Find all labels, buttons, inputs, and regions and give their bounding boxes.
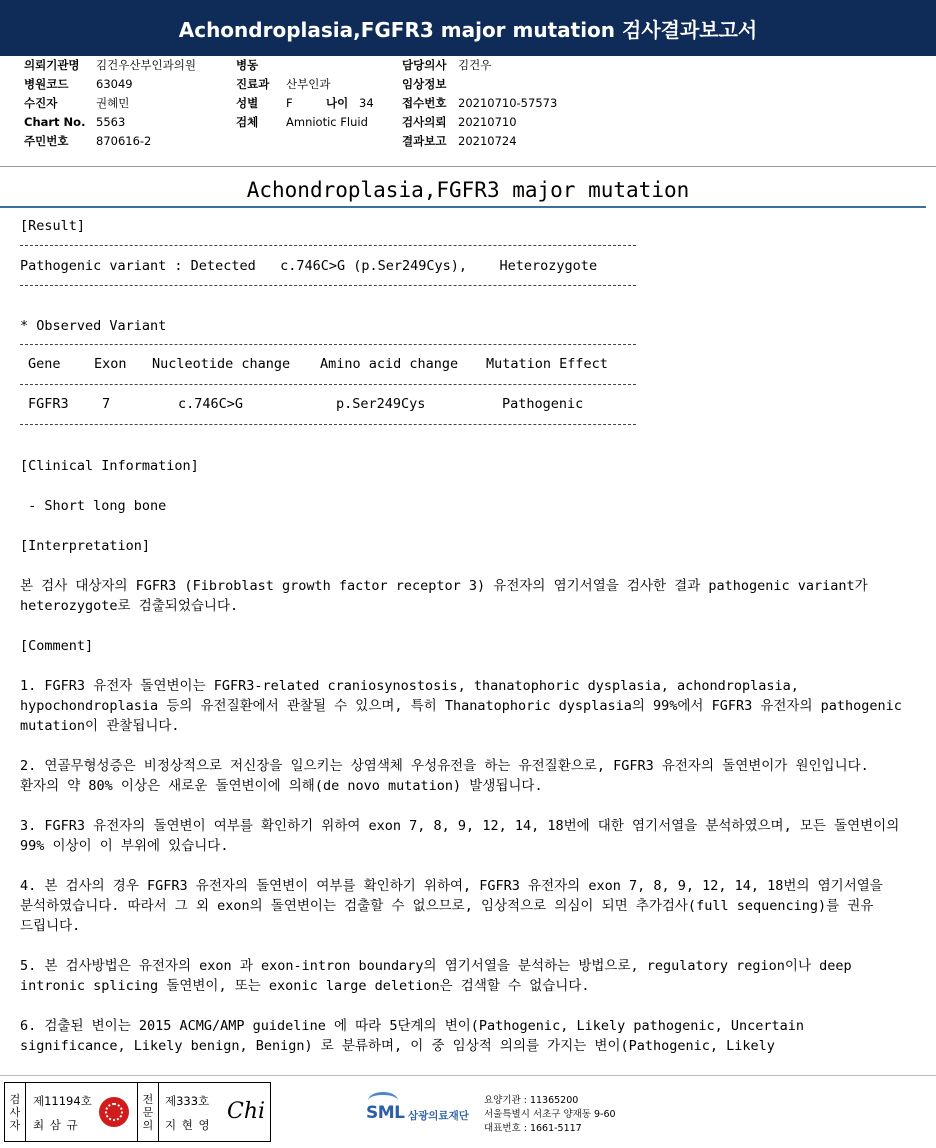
specialist-license: 제333호 <box>165 1094 210 1108</box>
info-row <box>402 132 517 150</box>
result-header: [Result] <box>20 218 86 234</box>
info-row <box>402 75 458 93</box>
institution-address: 서울특별시 서초구 양재동 9-60 <box>484 1109 616 1120</box>
info-row <box>24 113 125 131</box>
comment-item: 1. FGFR3 유전자 돌연변이는 FGFR3-related craniosynostosis, thanatophoric dysplasia, achondroplasia, hypochondroplasia 등의 유전질환에서 관찰될 수 있으며, 특히 Thanatophoric dysplasia의 99%에서 FGFR3 유전자의 pathogenic mutation이 관찰됩니다. <box>20 678 902 734</box>
examiner-license: 제11194호 <box>33 1094 92 1108</box>
clinical-header: [Clinical Information] <box>20 458 199 474</box>
info-row <box>402 113 517 131</box>
table-cell: FGFR3 <box>28 396 69 412</box>
comment-item: 4. 본 검사의 경우 FGFR3 유전자의 돌연변이 여부를 확인하기 위하여, FGFR3 유전자의 exon 7, 8, 9, 12, 14, 18번의 염기서열을 분석하였습니다. 따라서 그 외 exon의 돌연변이는 검출할 수 없으므로, 임상적으로 의심이 되면 추가검사(full sequencing)를 권유 드립니다. <box>20 878 883 934</box>
info-row <box>236 113 368 131</box>
info-row <box>24 75 133 93</box>
examiner-role: 검사자 <box>5 1083 26 1141</box>
table-header-cell: Amino acid change <box>320 356 459 372</box>
info-value: 34 <box>359 96 374 110</box>
info-value: F <box>286 96 293 110</box>
table-header-cell: Exon <box>94 356 127 372</box>
info-row <box>24 94 129 112</box>
divider <box>0 166 936 167</box>
patient-info-panel <box>0 56 936 164</box>
signature-box <box>4 1082 271 1142</box>
info-row <box>236 75 330 93</box>
result-line: Pathogenic variant : Detected c.746C>G (p.Ser249Cys), Heterozygote <box>20 258 598 274</box>
info-value: 20210710-57573 <box>458 96 558 110</box>
specialist-role: 전문의 <box>137 1083 159 1141</box>
table-header-cell: Gene <box>28 356 61 372</box>
dashed-rule <box>20 344 636 345</box>
info-value: 870616-2 <box>96 134 152 148</box>
report-title-bar <box>0 0 936 56</box>
info-label: Chart No. <box>24 115 86 129</box>
dashed-rule <box>20 285 636 286</box>
info-value: 5563 <box>96 115 126 129</box>
report-title: Achondroplasia,FGFR3 major mutation 검사결과보고서 <box>178 17 758 42</box>
comment-item: 3. FGFR3 유전자의 돌연변이 여부를 확인하기 위하여 exon 7, 8, 9, 12, 14, 18번에 대한 염기서열을 분석하였으며, 모든 돌연변이의 99% 이상이 이 부위에 있습니다. <box>20 818 900 854</box>
document-title: Achondroplasia,FGFR3 major mutation <box>246 178 690 202</box>
info-label: 검체 <box>236 115 259 129</box>
examiner-name: 최 삼 규 <box>33 1118 79 1132</box>
info-label: 담당의사 <box>402 58 447 72</box>
info-label: 임상정보 <box>402 77 447 91</box>
info-row <box>402 56 491 74</box>
comment-item: 6. 검출된 변이는 2015 ACMG/AMP guideline 에 따라 5단계의 변이(Pathogenic, Likely pathogenic, Uncertain significance, Likely benign, Benign) 로 분류하며, 이 중 임상적 의의를 가지는 변이(Pathogenic, Likely <box>20 1018 805 1054</box>
comment-item: 5. 본 검사방법은 유전자의 exon 과 exon-intron boundary의 염기서열을 분석하는 방법으로, regulatory region이나 deep intronic splicing 돌연변이, 또는 exonic large deletion은 검색할 수 없습니다. <box>20 958 852 994</box>
organization-name: 삼광의료재단 <box>408 1110 469 1122</box>
seal-stamp <box>99 1097 129 1127</box>
institution-code: 요양기관 : 11365200 <box>484 1095 579 1106</box>
info-label: 결과보고 <box>402 134 447 148</box>
title-rule <box>0 206 926 208</box>
dashed-rule <box>20 245 636 246</box>
table-cell: Pathogenic <box>502 396 584 412</box>
clinical-text: - Short long bone <box>20 498 167 514</box>
comment-item: 2. 연골무형성증은 비정상적으로 저신장을 일으키는 상염색체 우성유전을 하는 유전질환으로, FGFR3 유전자의 돌연변이가 원인입니다. 환자의 약 80% 이상은 새로운 돌연변이에 의해(de novo mutation) 발생됩니다. <box>20 758 869 794</box>
comment-header: [Comment] <box>20 638 94 654</box>
info-value: 20210710 <box>458 115 517 129</box>
info-value: Amniotic Fluid <box>286 115 368 129</box>
table-cell: p.Ser249Cys <box>336 396 426 412</box>
info-label: 성별 <box>236 96 259 110</box>
info-row <box>24 132 151 150</box>
info-label: 나이 <box>326 96 349 110</box>
table-header-cell: Nucleotide change <box>152 356 291 372</box>
info-value: 김건우 <box>458 58 492 72</box>
info-value: 20210724 <box>458 134 517 148</box>
info-label: 접수번호 <box>402 96 447 110</box>
info-label: 수진자 <box>24 96 58 110</box>
report-footer <box>0 1075 936 1148</box>
institution-phone: 대표번호 : 1661-5117 <box>484 1123 582 1134</box>
info-row <box>24 56 196 74</box>
info-value: 63049 <box>96 77 133 91</box>
info-label: 주민번호 <box>24 134 69 148</box>
table-header-cell: Mutation Effect <box>486 356 608 372</box>
observed-variant-header: * Observed Variant <box>20 318 167 334</box>
info-label: 진료과 <box>236 77 270 91</box>
info-label: 병원코드 <box>24 77 69 91</box>
interpretation-text: 본 검사 대상자의 FGFR3 (Fibroblast growth factor receptor 3) 유전자의 염기서열을 검사한 결과 pathogenic variant가 heterozygote로 검출되었습니다. <box>20 578 868 614</box>
table-cell: c.746C>G <box>178 396 244 412</box>
dashed-rule <box>20 424 636 425</box>
interpretation-header: [Interpretation] <box>20 538 151 554</box>
info-row <box>236 94 374 112</box>
logo-text: SML <box>366 1103 405 1123</box>
info-value: 권혜민 <box>96 96 130 110</box>
info-label: 검사의뢰 <box>402 115 447 129</box>
specialist-name: 지 현 영 <box>165 1118 211 1132</box>
table-cell: 7 <box>102 396 111 412</box>
info-row <box>402 94 557 112</box>
institution-info <box>484 1094 616 1136</box>
info-value: 김건우산부인과의원 <box>96 58 196 72</box>
info-label: 병동 <box>236 58 259 72</box>
sml-logo <box>366 1090 478 1130</box>
signature: Chi <box>227 1099 266 1124</box>
info-row <box>236 56 286 74</box>
dashed-rule <box>20 384 636 385</box>
info-value: 산부인과 <box>286 77 331 91</box>
info-label: 의뢰기관명 <box>24 58 80 72</box>
